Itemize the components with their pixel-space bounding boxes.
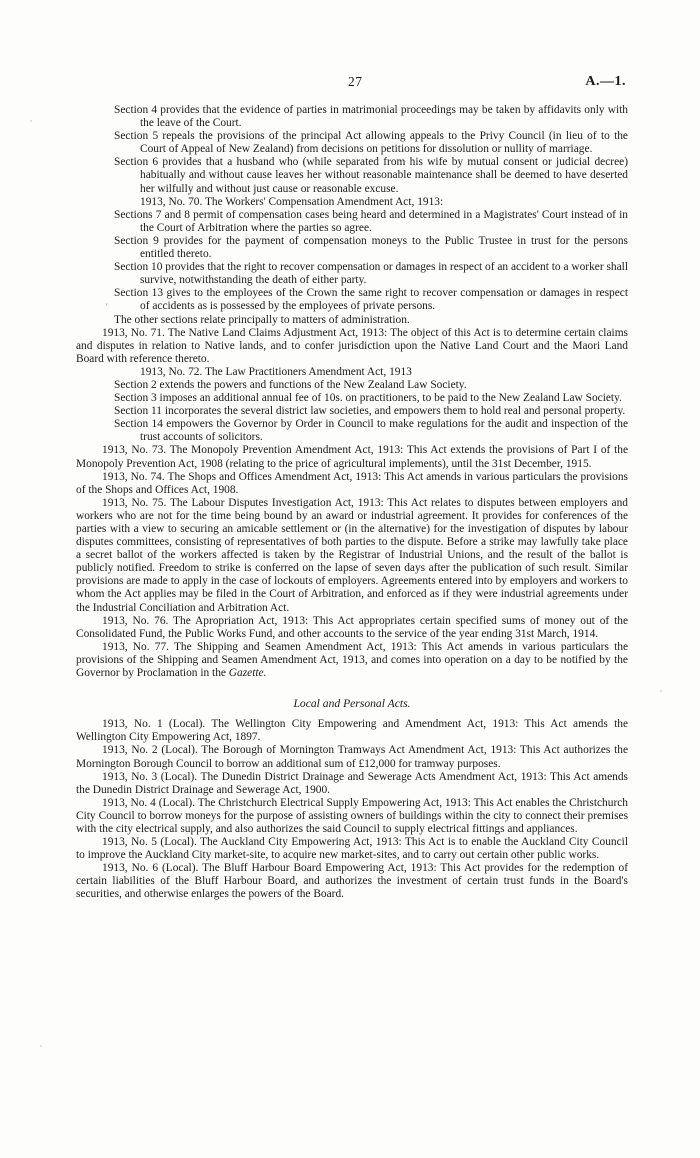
page-number: 27 bbox=[348, 74, 363, 89]
paragraph-15: 1913, No. 73. The Monopoly Prevention Amendment Act, 1913: This Act extends the provisions of Part I of the Monopoly Prevention Act, 1908 (relating to the price of agricultural implements), until the 31st December, 1915. bbox=[76, 444, 628, 470]
paragraph-6: Section 10 provides that the right to recover compensation or damages in respect of an accident to a worker shall survive, notwithstanding the death of either party. bbox=[114, 261, 628, 287]
local-entry-0: 1913, No. 1 (Local). The Wellington City Empowering and Amendment Act, 1913: This Act amends the Wellington City Empowering Act, 1897. bbox=[76, 718, 628, 744]
paragraph-14: Section 14 empowers the Governor by Order in Council to make regulations for the audit and inspection of the trust accounts of solicitors. bbox=[114, 418, 628, 444]
page-speck bbox=[660, 690, 662, 692]
page-content bbox=[76, 104, 628, 902]
paragraph-4: Sections 7 and 8 permit of compensation cases being heard and determined in a Magistrates' Court instead of in the Court of Arbitration where the parties so agree. bbox=[114, 208, 628, 234]
local-acts-entries bbox=[76, 718, 628, 901]
paragraph-16: 1913, No. 74. The Shops and Offices Amendment Act, 1913: This Act amends in various particulars the provisions of the Shops and Offices Act, 1908. bbox=[76, 470, 628, 496]
paragraph-19: 1913, No. 77. The Shipping and Seamen Amendment Act, 1913: This Act amends in various particulars the provisions of the Shipping and Seamen Amendment Act, 1913, and comes into operation on a day to be notified by the Governor by Proclamation in the Gazette. bbox=[76, 640, 628, 680]
paragraph-13: Section 11 incorporates the several district law societies, and empowers them to hold real and personal property. bbox=[114, 405, 626, 418]
page-speck bbox=[30, 120, 32, 122]
paragraph-3: 1913, No. 70. The Workers' Compensation Amendment Act, 1913: bbox=[140, 195, 444, 208]
paragraph-11: Section 2 extends the powers and functions of the New Zealand Law Society. bbox=[114, 378, 467, 391]
local-entry-5: 1913, No. 6 (Local). The Bluff Harbour Board Empowering Act, 1913: This Act provides for the redemption of certain liabilities of the Bluff Harbour Board, and authorizes the investment of certain trust funds in the Board's securities, and otherwise enlarges the powers of the Board. bbox=[76, 862, 628, 901]
local-acts-heading: Local and Personal Acts. bbox=[293, 697, 411, 711]
paragraph-0: Section 4 provides that the evidence of parties in matrimonial proceedings may be taken by affidavits only with the leave of the Court. bbox=[114, 104, 628, 130]
paragraph-18: 1913, No. 76. The Apropriation Act, 1913: This Act appropriates certain specified sums of money out of the Consolidated Fund, the Public Works Fund, and other accounts to the service of the year ending 31st March, 1914. bbox=[76, 614, 628, 640]
paragraph-9: 1913, No. 71. The Native Land Claims Adjustment Act, 1913: The object of this Act is to determine certain claims and disputes in relation to Native lands, and to confer jurisdiction upon the Native Land Court and the Maori Land Board with reference thereto. bbox=[76, 326, 628, 365]
paragraph-8: The other sections relate principally to matters of administration. bbox=[114, 313, 410, 326]
paragraph-12: Section 3 imposes an additional annual fee of 10s. on practitioners, to be paid to the New Zealand Law Society. bbox=[114, 392, 622, 405]
page-header bbox=[0, 74, 700, 94]
page-speck bbox=[40, 1045, 42, 1047]
local-entry-3: 1913, No. 4 (Local). The Christchurch Electrical Supply Empowering Act, 1913: This Act enables the Christchurch City Council to borrow moneys for the purpose of assisting owners of buildings within the city to connect their premises with the city electrical supply, and also authorizes the said Council to supply electrical fittings and appliances. bbox=[76, 796, 628, 835]
margin-mark: ' bbox=[106, 302, 108, 312]
paragraph-10: 1913, No. 72. The Law Practitioners Amendment Act, 1913 bbox=[140, 365, 412, 378]
paragraph-2: Section 6 provides that a husband who (while separated from his wife by mutual consent or judicial decree) habitually and without cause leaves her without reasonable maintenance shall be deemed to have deserted her wilfully and without just cause or reasonable excuse. bbox=[114, 156, 628, 195]
body-blocks bbox=[76, 104, 628, 680]
paragraph-17: 1913, No. 75. The Labour Disputes Investigation Act, 1913: This Act relates to disputes between employers and workers who are not for the time being bound by an award or industrial agreement. It provides for conferences of the parties with a view to securing an amicable settlement or (in the alternative) for the investigation of disputes by labour disputes committees, consisting of representatives of both parties to the dispute. Before a strike may lawfully take place a secret ballot of the workers affected is taken by the Registrar of Industrial Unions, and the result of the ballot is publicly notified. Freedom to strike is conferred on the lapse of seven days after the publication of such result. Similar provisions are made to apply in the case of lockouts of employers. Agreements entered into by employers and workers to whom the Act applies may be filed in the Court of Arbitration, and enforced as if they were industrial agreements under the Industrial Conciliation and Arbitration Act. bbox=[76, 496, 628, 614]
paragraph-7: Section 13 gives to the employees of the Crown the same right to recover compensation or damages in respect of accidents as is possessed by the employees of private persons. bbox=[114, 287, 628, 313]
local-entry-1: 1913, No. 2 (Local). The Borough of Mornington Tramways Act Amendment Act, 1913: This Act authorizes the Mornington Borough Council to borrow an additional sum of £12,000 for tramway purposes. bbox=[76, 744, 628, 770]
local-entry-2: 1913, No. 3 (Local). The Dunedin District Drainage and Sewerage Acts Amendment Act, 1913: This Act amends the Dunedin District Drainage and Sewerage Act, 1900. bbox=[76, 770, 628, 796]
document-code: A.—1. bbox=[585, 74, 626, 89]
paragraph-5: Section 9 provides for the payment of compensation moneys to the Public Trustee in trust for the persons entitled thereto. bbox=[114, 234, 628, 261]
local-entry-4: 1913, No. 5 (Local). The Auckland City Empowering Act, 1913: This Act is to enable the Auckland City Council to improve the Auckland City market-site, to acquire new market-sites, and to carry out certain other public works. bbox=[76, 836, 628, 862]
paragraph-1: Section 5 repeals the provisions of the principal Act allowing appeals to the Privy Council (in lieu of to the Court of Appeal of New Zealand) from decisions on petitions for dissolution or nullity of marriage. bbox=[114, 130, 628, 156]
